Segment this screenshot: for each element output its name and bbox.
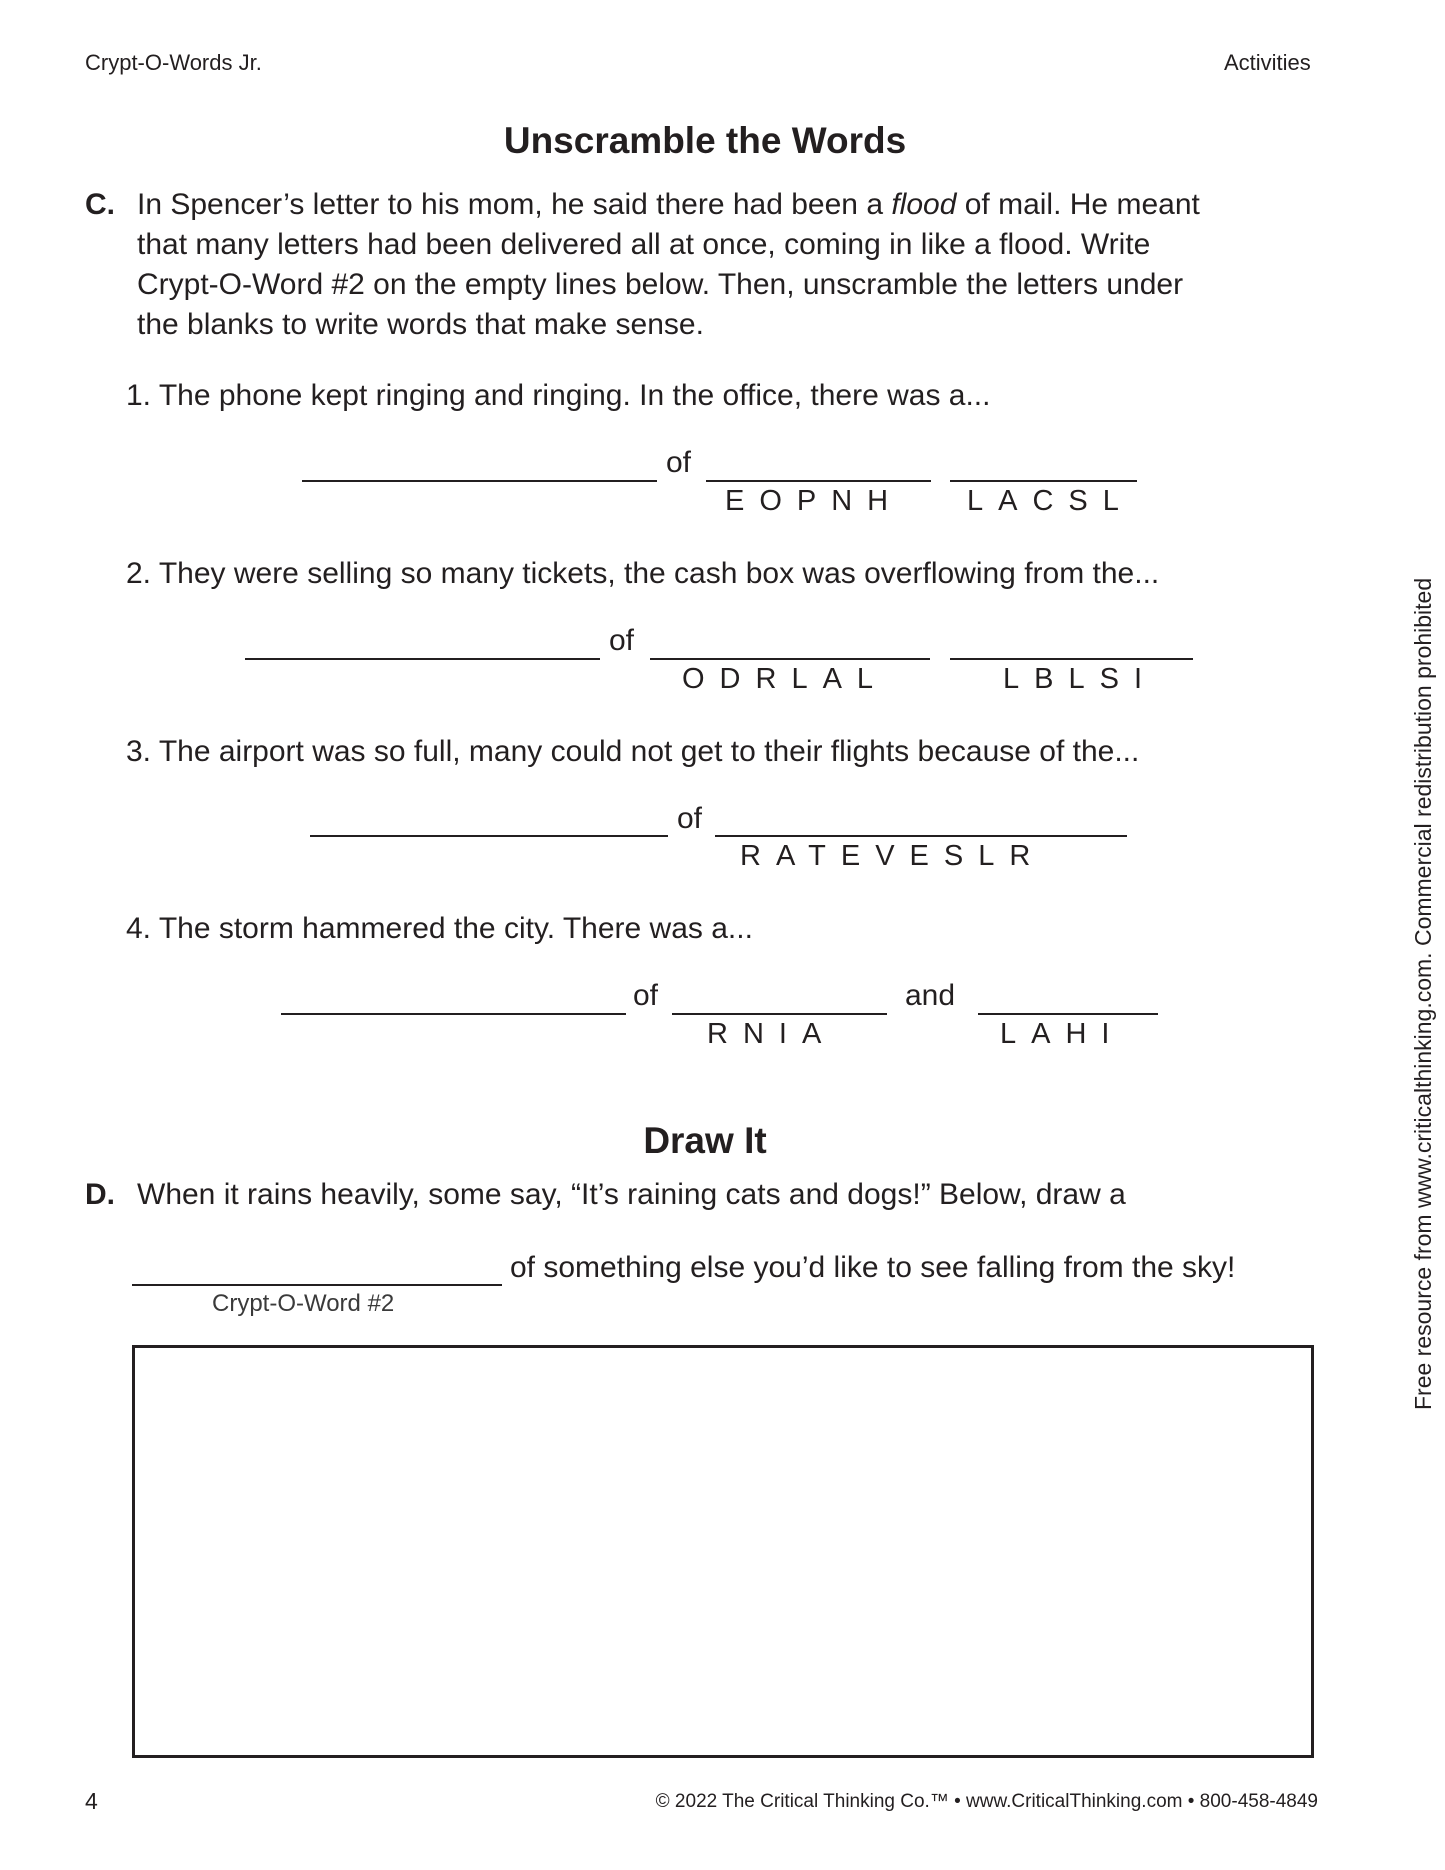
item-1-scramble-1-blank[interactable]: [706, 480, 931, 482]
item-4-scramble-1: RNIA: [707, 1018, 837, 1050]
item-2-prompt: 2. They were selling so many tickets, the cash box was overflowing from the...: [126, 557, 1160, 590]
section-c-letter: C.: [85, 188, 115, 221]
item-1-answer-blank[interactable]: [302, 480, 657, 482]
item-4-scramble-2: LAHI: [1000, 1018, 1125, 1050]
item-3-scramble-1: RATEVESLR: [740, 840, 1046, 872]
page-number: 4: [85, 1788, 98, 1814]
section-d-line-1: When it rains heavily, some say, “It’s raining cats and dogs!” Below, draw a: [137, 1178, 1126, 1211]
item-2-scramble-2-blank[interactable]: [950, 658, 1193, 660]
item-1-scramble-2-blank[interactable]: [950, 480, 1137, 482]
item-4-answer-blank[interactable]: [281, 1013, 626, 1015]
section-c-title: Unscramble the Words: [503, 120, 907, 161]
item-3-prompt: 3. The airport was so full, many could not get to their flights because of the...: [126, 735, 1140, 768]
item-2-answer-blank[interactable]: [245, 658, 600, 660]
intro-text: In Spencer’s letter to his mom, he said there had been a: [137, 188, 892, 221]
drawing-box[interactable]: [132, 1345, 1314, 1758]
item-1-scramble-2: LACSL: [967, 485, 1134, 517]
footer-copyright: © 2022 The Critical Thinking Co.™ • www.CriticalThinking.com • 800-458-4849: [655, 1791, 1318, 1812]
item-1-scramble-1: EOPNH: [725, 485, 904, 517]
section-d-line-2: of something else you’d like to see falling from the sky!: [510, 1251, 1236, 1284]
item-2-of: of: [609, 624, 635, 657]
running-header-title: Crypt-O-Words Jr.: [85, 50, 262, 75]
item-2-scramble-2: LBLSI: [1003, 663, 1157, 695]
item-3-scramble-1-blank[interactable]: [715, 835, 1127, 837]
item-4-and: and: [905, 979, 956, 1012]
intro-emphasis: flood: [891, 188, 957, 221]
item-2-scramble-1-blank[interactable]: [650, 658, 930, 660]
section-c-intro-line-3: Crypt-O-Word #2 on the empty lines below. Then, unscramble the letters under: [137, 268, 1184, 301]
item-4-scramble-2-blank[interactable]: [978, 1013, 1158, 1015]
section-c-intro-line-1: [137, 185, 1200, 225]
running-header-section: Activities: [1224, 50, 1311, 75]
section-d-answer-blank[interactable]: [132, 1284, 502, 1286]
section-c-intro-line-2: that many letters had been delivered all at once, coming in like a flood. Write: [137, 228, 1151, 261]
item-4-of: of: [633, 979, 659, 1012]
side-copyright-note: Free resource from www.criticalthinking.com. Commercial redistribution prohibited: [1410, 577, 1436, 1410]
item-4-prompt: 4. The storm hammered the city. There was a...: [126, 912, 753, 945]
section-d-title: Draw It: [643, 1120, 767, 1161]
intro-text: of mail. He meant: [956, 188, 1200, 221]
item-4-scramble-1-blank[interactable]: [672, 1013, 887, 1015]
item-1-prompt: 1. The phone kept ringing and ringing. In the office, there was a...: [126, 379, 991, 412]
section-d-letter: D.: [85, 1178, 115, 1211]
section-c-intro-line-4: the blanks to write words that make sense.: [137, 308, 704, 341]
item-3-answer-blank[interactable]: [310, 835, 668, 837]
item-2-scramble-1: ODRLAL: [682, 663, 889, 695]
item-3-of: of: [677, 802, 703, 835]
blank-caption: Crypt-O-Word #2: [212, 1290, 395, 1317]
item-1-of: of: [666, 446, 692, 479]
